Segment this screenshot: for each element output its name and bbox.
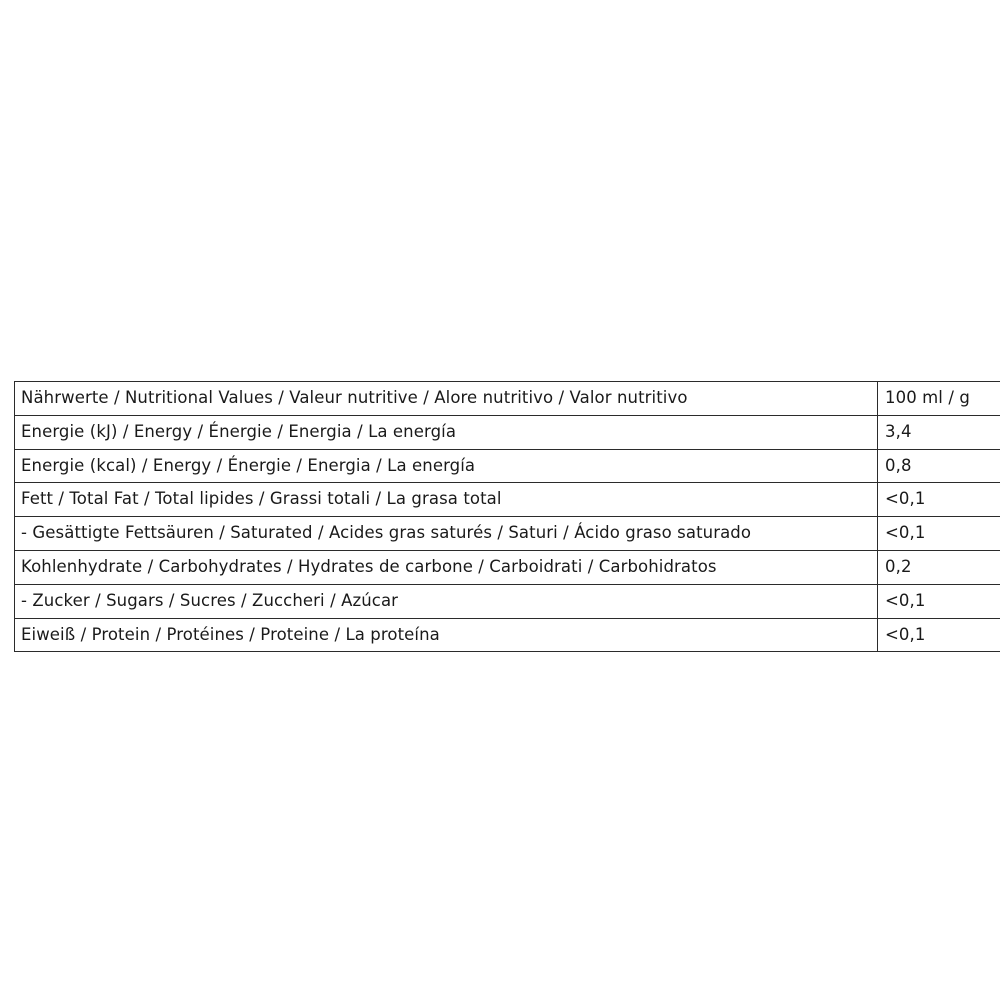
nutrition-table-container — [14, 381, 986, 652]
table-header-row — [15, 382, 1000, 416]
nutrient-value: 3,4 — [878, 415, 1000, 449]
nutrition-table — [14, 381, 1000, 652]
nutrient-label: - Gesättigte Fettsäuren / Saturated / Acides gras saturés / Saturi / Ácido graso saturado — [15, 517, 878, 551]
nutrition-header-label: Nährwerte / Nutritional Values / Valeur nutritive / Alore nutritivo / Valor nutritivo — [15, 382, 878, 416]
nutrition-header-value: 100 ml / g — [878, 382, 1000, 416]
table-row — [15, 584, 1000, 618]
nutrient-value: <0,1 — [878, 618, 1000, 652]
nutrient-label: Energie (kJ) / Energy / Énergie / Energia / La energía — [15, 415, 878, 449]
table-row — [15, 483, 1000, 517]
table-row — [15, 415, 1000, 449]
table-row — [15, 618, 1000, 652]
nutrient-value: 0,2 — [878, 550, 1000, 584]
table-row — [15, 449, 1000, 483]
nutrient-value: <0,1 — [878, 584, 1000, 618]
nutrient-label: Fett / Total Fat / Total lipides / Grassi totali / La grasa total — [15, 483, 878, 517]
nutrient-label: Energie (kcal) / Energy / Énergie / Energia / La energía — [15, 449, 878, 483]
nutrient-label: Eiweiß / Protein / Protéines / Proteine / La proteína — [15, 618, 878, 652]
nutrient-value: <0,1 — [878, 517, 1000, 551]
table-row — [15, 550, 1000, 584]
nutrient-value: 0,8 — [878, 449, 1000, 483]
nutrient-label: - Zucker / Sugars / Sucres / Zuccheri / Azúcar — [15, 584, 878, 618]
nutrient-value: <0,1 — [878, 483, 1000, 517]
nutrient-label: Kohlenhydrate / Carbohydrates / Hydrates de carbone / Carboidrati / Carbohidratos — [15, 550, 878, 584]
table-row — [15, 517, 1000, 551]
